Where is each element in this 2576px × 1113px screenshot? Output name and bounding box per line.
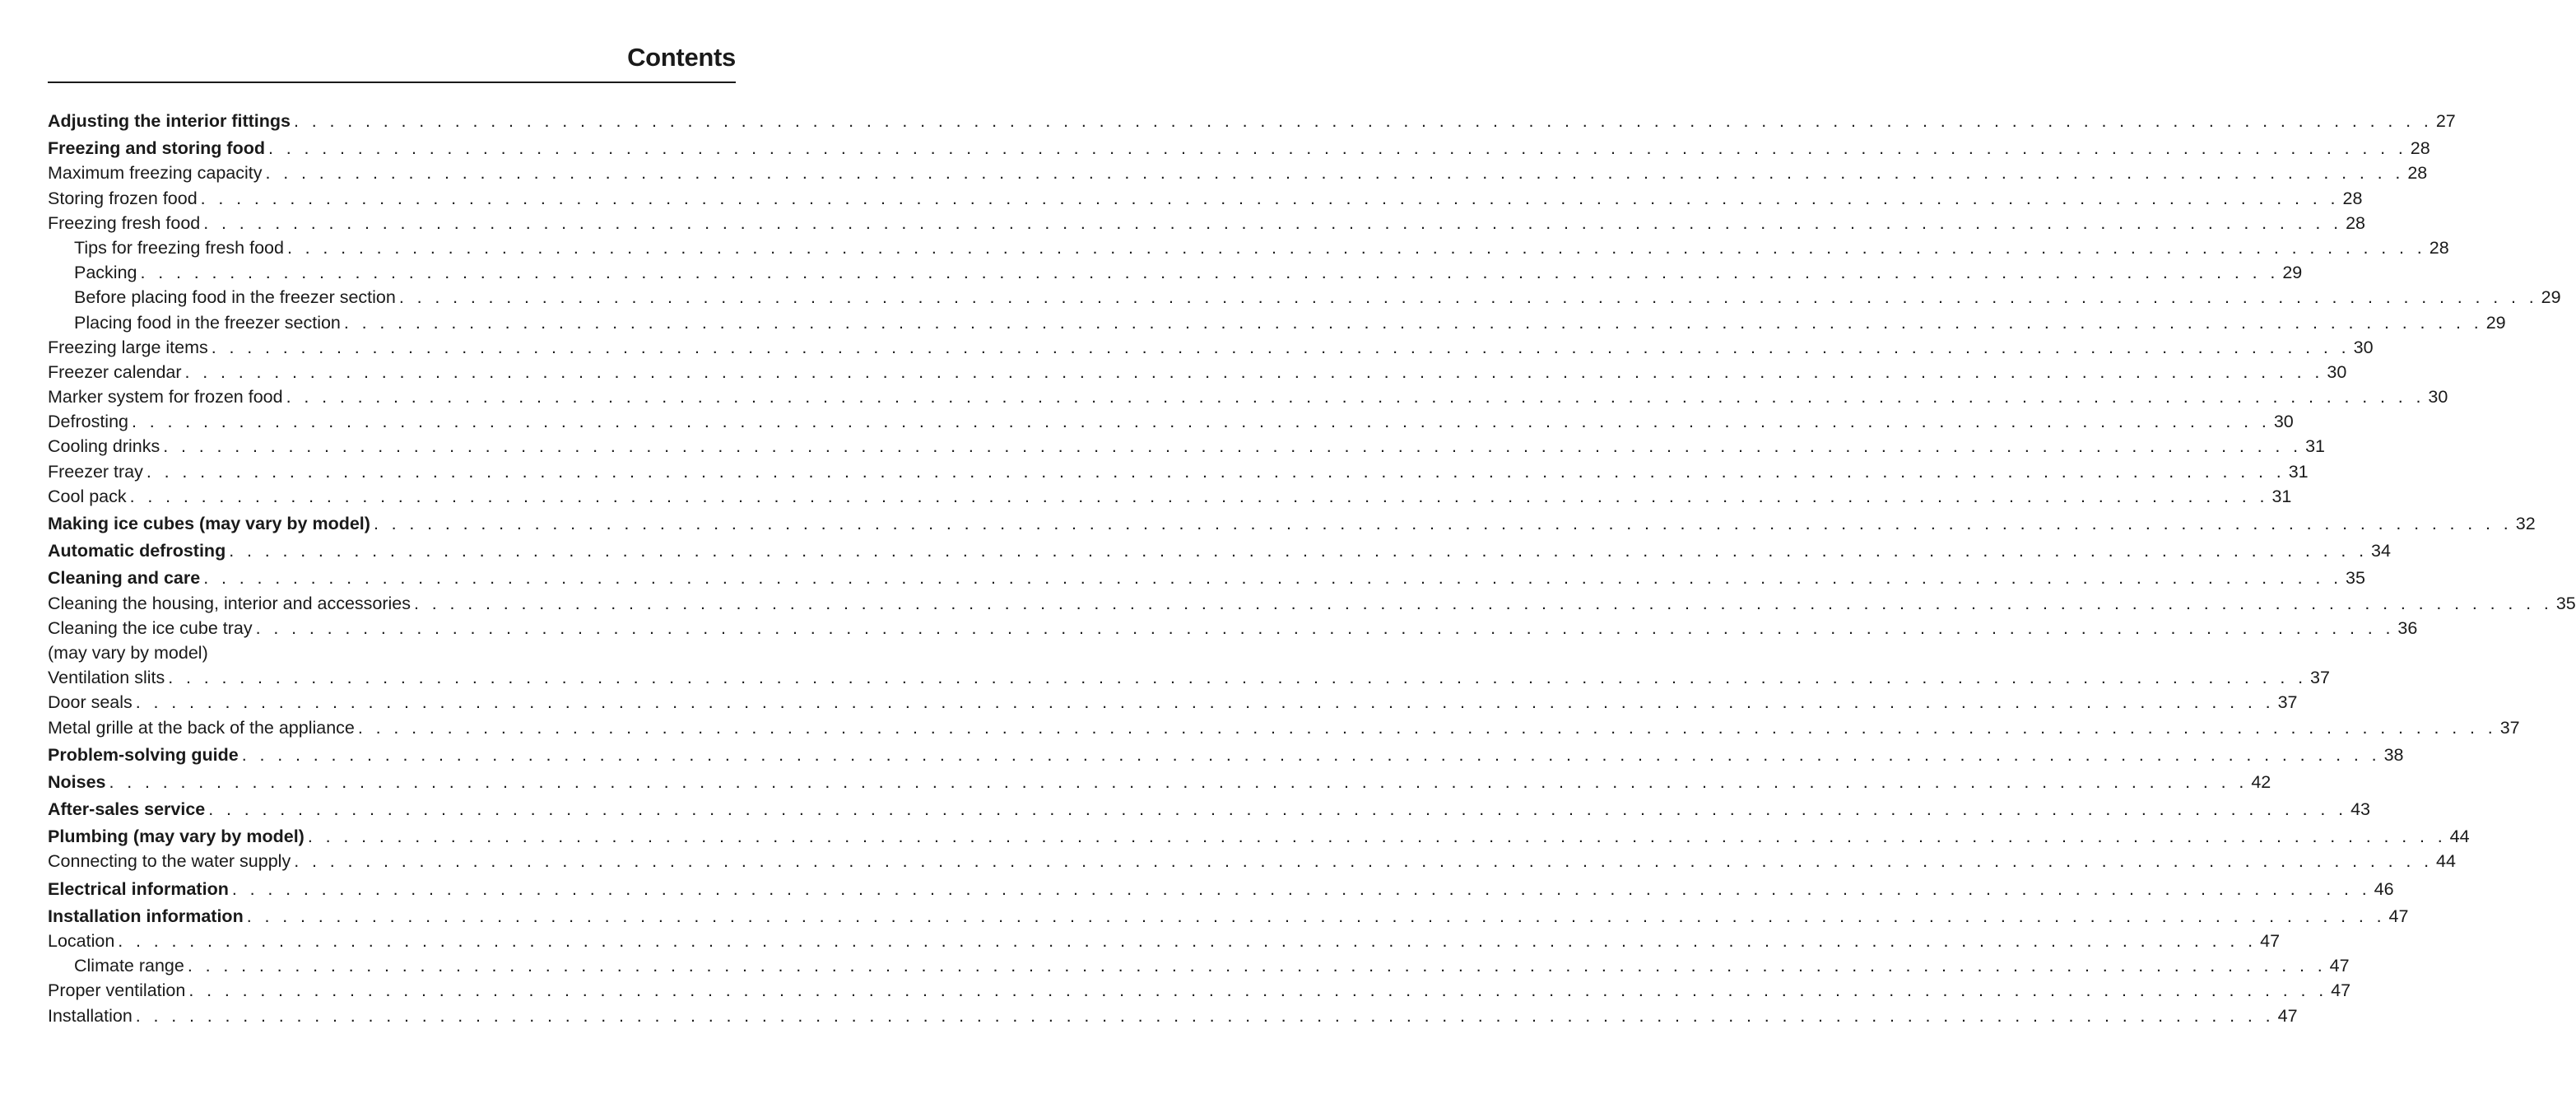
toc-entry[interactable]	[48, 1004, 2298, 1028]
toc-entry-title: Placing food in the freezer section	[74, 312, 341, 333]
dot-leader: . . . . . . . . . . . . . . . . . . . . . . . . . . . . . . . . . . . . . . . . . . . . . . . . . . . . . . . . . . . . . . . . . . . . . . . . . . . . . . . . . . . . . . . . . . . . . . . . . . . . . . . . . . . . . . . . . . . . . . . .	[118, 931, 2257, 952]
toc-entry[interactable]	[48, 434, 2325, 459]
dot-leader: . . . . . . . . . . . . . . . . . . . . . . . . . . . . . . . . . . . . . . . . . . . . . . . . . . . . . . . . . . . . . . . . . . . . . . . . . . . . . . . . . . . . . . . . . . . . . . . . . . . . . . . . . . . . . . . . . . . . . . . .	[286, 387, 2425, 407]
dot-leader: . . . . . . . . . . . . . . . . . . . . . . . . . . . . . . . . . . . . . . . . . . . . . . . . . . . . . . . . . . . . . . . . . . . . . . . . . . . . . . . . . . . . . . . . . . . . . . . . . . . . . . . . . . . . . . . . . . . . . . . .	[229, 541, 2368, 561]
toc-entry-title: Metal grille at the back of the appliance	[48, 717, 355, 738]
toc-entry-page-number: 47	[2388, 906, 2409, 926]
toc-entry[interactable]	[48, 824, 2470, 849]
toc-entry-title: Cleaning the ice cube tray (may vary by model)	[48, 617, 253, 663]
dot-leader: . . . . . . . . . . . . . . . . . . . . . . . . . . . . . . . . . . . . . . . . . . . . . . . . . . . . . . . . . . . . . . . . . . . . . . . . . . . . . . . . . . . . . . . . . . . . . . . . . . . . . . . . . . . . . . . . . . . . . . . .	[414, 593, 2553, 613]
toc-entry[interactable]	[48, 665, 2330, 690]
toc-entry-title: Cooling drinks	[48, 436, 160, 457]
toc-entry-title: Cleaning and care	[48, 568, 201, 589]
table-of-contents	[48, 106, 2576, 1028]
toc-entry[interactable]	[48, 484, 2292, 509]
toc-entry-title: Freezer tray	[48, 461, 143, 482]
dot-leader: . . . . . . . . . . . . . . . . . . . . . . . . . . . . . . . . . . . . . . . . . . . . . . . . . . . . . . . . . . . . . . . . . . . . . . . . . . . . . . . . . . . . . . . . . . . . . . . . . . . . . . . . . . . . . . . . . . . . . . . .	[255, 617, 2395, 638]
toc-entry-page-number: 30	[2273, 412, 2294, 432]
dot-leader: . . . . . . . . . . . . . . . . . . . . . . . . . . . . . . . . . . . . . . . . . . . . . . . . . . . . . . . . . . . . . . . . . . . . . . . . . . . . . . . . . . . . . . . . . . . . . . . . . . . . . . . . . . . . . . . . . . . . . . . .	[294, 111, 2433, 131]
toc-entry[interactable]	[48, 136, 2430, 161]
dot-leader: . . . . . . . . . . . . . . . . . . . . . . . . . . . . . . . . . . . . . . . . . . . . . . . . . . . . . . . . . . . . . . . . . . . . . . . . . . . . . . . . . . . . . . . . . . . . . . . . . . . . . . . . . . . . . . . . . . . . . . . .	[231, 878, 2371, 899]
toc-entry-title: Packing	[74, 263, 137, 283]
toc-entry-page-number: 30	[2428, 387, 2448, 407]
dot-leader: . . . . . . . . . . . . . . . . . . . . . . . . . . . . . . . . . . . . . . . . . . . . . . . . . . . . . . . . . . . . . . . . . . . . . . . . . . . . . . . . . . . . . . . . . . . . . . . . . . . . . . . . . . . . . . . . . . . . . . . .	[188, 980, 2328, 1001]
toc-entry[interactable]	[48, 904, 2409, 929]
toc-entry[interactable]	[48, 285, 2561, 310]
toc-entry-page-number: 31	[2288, 461, 2309, 482]
toc-entry[interactable]	[48, 235, 2449, 260]
toc-entry-page-number: 35	[2555, 593, 2576, 613]
toc-entry-title: Plumbing (may vary by model)	[48, 827, 305, 847]
dot-leader: . . . . . . . . . . . . . . . . . . . . . . . . . . . . . . . . . . . . . . . . . . . . . . . . . . . . . . . . . . . . . . . . . . . . . . . . . . . . . . . . . . . . . . . . . . . . . . . . . . . . . . . . . . . . . . . . . . . . . . . .	[168, 668, 2307, 688]
toc-entry[interactable]	[48, 310, 2506, 335]
toc-entry[interactable]	[48, 616, 2418, 665]
toc-entry[interactable]	[48, 360, 2347, 384]
dot-leader: . . . . . . . . . . . . . . . . . . . . . . . . . . . . . . . . . . . . . . . . . . . . . . . . . . . . . . . . . . . . . . . . . . . . . . . . . . . . . . . . . . . . . . . . . . . . . . . . . . . . . . . . . . . . . . . . . . . . . . . .	[294, 851, 2433, 872]
toc-entry[interactable]	[48, 849, 2456, 873]
toc-entry-title: Noises	[48, 771, 106, 792]
dot-leader: . . . . . . . . . . . . . . . . . . . . . . . . . . . . . . . . . . . . . . . . . . . . . . . . . . . . . . . . . . . . . . . . . . . . . . . . . . . . . . . . . . . . . . . . . . . . . . . . . . . . . . . . . . . . . . . . . . . . . . . .	[203, 212, 2342, 233]
toc-entry-title: Freezer calendar	[48, 361, 182, 382]
toc-entry-title: Proper ventilation	[48, 980, 186, 1001]
dot-leader: . . . . . . . . . . . . . . . . . . . . . . . . . . . . . . . . . . . . . . . . . . . . . . . . . . . . . . . . . . . . . . . . . . . . . . . . . . . . . . . . . . . . . . . . . . . . . . . . . . . . . . . . . . . . . . . . . . . . . . . .	[286, 237, 2426, 258]
toc-entry-title: Freezing large items	[48, 337, 208, 357]
toc-entry[interactable]	[48, 459, 2309, 484]
toc-entry-title: Ventilation slits	[48, 668, 165, 688]
toc-entry[interactable]	[48, 511, 2536, 536]
toc-entry-page-number: 44	[2436, 851, 2456, 872]
toc-entry-page-number: 27	[2435, 111, 2456, 131]
toc-entry-title: Connecting to the water supply	[48, 851, 291, 872]
toc-entry-page-number: 37	[2499, 717, 2520, 738]
toc-entry-title: Location	[48, 931, 115, 952]
toc-entry-page-number: 47	[2277, 1005, 2298, 1026]
dot-leader: . . . . . . . . . . . . . . . . . . . . . . . . . . . . . . . . . . . . . . . . . . . . . . . . . . . . . . . . . . . . . . . . . . . . . . . . . . . . . . . . . . . . . . . . . . . . . . . . . . . . . . . . . . . . . . . . . . . . . . . .	[343, 312, 2483, 333]
toc-entry-page-number: 29	[2282, 263, 2303, 283]
dot-leader: . . . . . . . . . . . . . . . . . . . . . . . . . . . . . . . . . . . . . . . . . . . . . . . . . . . . . . . . . . . . . . . . . . . . . . . . . . . . . . . . . . . . . . . . . . . . . . . . . . . . . . . . . . . . . . . . . . . . . . . .	[163, 436, 2302, 457]
toc-entry-page-number: 28	[2407, 163, 2428, 184]
dot-leader: . . . . . . . . . . . . . . . . . . . . . . . . . . . . . . . . . . . . . . . . . . . . . . . . . . . . . . . . . . . . . . . . . . . . . . . . . . . . . . . . . . . . . . . . . . . . . . . . . . . . . . . . . . . . . . . . . . . . . . . .	[135, 692, 2275, 713]
toc-entry-title: Defrosting	[48, 412, 128, 432]
toc-entry-title: Freezing fresh food	[48, 212, 201, 233]
dot-leader: . . . . . . . . . . . . . . . . . . . . . . . . . . . . . . . . . . . . . . . . . . . . . . . . . . . . . . . . . . . . . . . . . . . . . . . . . . . . . . . . . . . . . . . . . . . . . . . . . . . . . . . . . . . . . . . . . . . . . . . .	[398, 287, 2538, 308]
toc-entry-title: Installation information	[48, 906, 244, 926]
toc-entry[interactable]	[48, 409, 2294, 434]
dot-leader: . . . . . . . . . . . . . . . . . . . . . . . . . . . . . . . . . . . . . . . . . . . . . . . . . . . . . . . . . . . . . . . . . . . . . . . . . . . . . . . . . . . . . . . . . . . . . . . . . . . . . . . . . . . . . . . . . . . . . . . .	[140, 263, 2280, 283]
toc-entry-title: Automatic defrosting	[48, 541, 226, 561]
dot-leader: . . . . . . . . . . . . . . . . . . . . . . . . . . . . . . . . . . . . . . . . . . . . . . . . . . . . . . . . . . . . . . . . . . . . . . . . . . . . . . . . . . . . . . . . . . . . . . . . . . . . . . . . . . . . . . . . . . . . . . . .	[132, 412, 2271, 432]
dot-leader: . . . . . . . . . . . . . . . . . . . . . . . . . . . . . . . . . . . . . . . . . . . . . . . . . . . . . . . . . . . . . . . . . . . . . . . . . . . . . . . . . . . . . . . . . . . . . . . . . . . . . . . . . . . . . . . . . . . . . . . .	[307, 827, 2447, 847]
toc-entry-page-number: 47	[2331, 980, 2351, 1001]
toc-entry-title: Installation	[48, 1005, 133, 1026]
toc-entry-page-number: 43	[2350, 799, 2370, 820]
toc-entry-title: Storing frozen food	[48, 188, 198, 208]
toc-entry-page-number: 31	[2305, 436, 2325, 457]
toc-entry-title: Freezing and storing food	[48, 138, 265, 159]
toc-entry[interactable]	[48, 929, 2281, 953]
toc-entry-title: Cool pack	[48, 486, 127, 506]
dot-leader: . . . . . . . . . . . . . . . . . . . . . . . . . . . . . . . . . . . . . . . . . . . . . . . . . . . . . . . . . . . . . . . . . . . . . . . . . . . . . . . . . . . . . . . . . . . . . . . . . . . . . . . . . . . . . . . . . . . . . . . .	[211, 337, 2350, 357]
toc-entry-title: Electrical information	[48, 878, 229, 899]
toc-entry[interactable]	[48, 260, 2303, 285]
toc-entry-title: Climate range	[74, 956, 184, 976]
dot-leader: . . . . . . . . . . . . . . . . . . . . . . . . . . . . . . . . . . . . . . . . . . . . . . . . . . . . . . . . . . . . . . . . . . . . . . . . . . . . . . . . . . . . . . . . . . . . . . . . . . . . . . . . . . . . . . . . . . . . . . . .	[203, 568, 2342, 589]
toc-entry-page-number: 29	[2541, 287, 2561, 308]
dot-leader: . . . . . . . . . . . . . . . . . . . . . . . . . . . . . . . . . . . . . . . . . . . . . . . . . . . . . . . . . . . . . . . . . . . . . . . . . . . . . . . . . . . . . . . . . . . . . . . . . . . . . . . . . . . . . . . . . . . . . . . .	[146, 461, 2285, 482]
dot-leader: . . . . . . . . . . . . . . . . . . . . . . . . . . . . . . . . . . . . . . . . . . . . . . . . . . . . . . . . . . . . . . . . . . . . . . . . . . . . . . . . . . . . . . . . . . . . . . . . . . . . . . . . . . . . . . . . . . . . . . . .	[184, 361, 2324, 382]
toc-entry[interactable]	[48, 770, 2271, 794]
dot-leader: . . . . . . . . . . . . . . . . . . . . . . . . . . . . . . . . . . . . . . . . . . . . . . . . . . . . . . . . . . . . . . . . . . . . . . . . . . . . . . . . . . . . . . . . . . . . . . . . . . . . . . . . . . . . . . . . . . . . . . . .	[246, 906, 2386, 926]
toc-entry[interactable]	[48, 877, 2394, 901]
page-title: Contents	[627, 43, 736, 72]
toc-entry[interactable]	[48, 591, 2576, 616]
toc-entry-page-number: 47	[2260, 931, 2281, 952]
dot-leader: . . . . . . . . . . . . . . . . . . . . . . . . . . . . . . . . . . . . . . . . . . . . . . . . . . . . . . . . . . . . . . . . . . . . . . . . . . . . . . . . . . . . . . . . . . . . . . . . . . . . . . . . . . . . . . . . . . . . . . . .	[187, 956, 2327, 976]
toc-entry[interactable]	[48, 690, 2298, 715]
toc-entry-title: Problem-solving guide	[48, 744, 239, 765]
toc-entry-page-number: 47	[2329, 956, 2350, 976]
toc-entry[interactable]	[48, 953, 2350, 978]
toc-entry-page-number: 28	[2410, 138, 2430, 159]
toc-entry-page-number: 28	[2346, 212, 2365, 233]
toc-entry-title: Maximum freezing capacity	[48, 163, 263, 184]
dot-leader: . . . . . . . . . . . . . . . . . . . . . . . . . . . . . . . . . . . . . . . . . . . . . . . . . . . . . . . . . . . . . . . . . . . . . . . . . . . . . . . . . . . . . . . . . . . . . . . . . . . . . . . . . . . . . . . . . . . . . . . .	[200, 188, 2340, 208]
toc-entry[interactable]	[48, 384, 2448, 409]
toc-entry-page-number: 44	[2449, 827, 2470, 847]
title-divider	[48, 81, 736, 83]
toc-entry-title: After-sales service	[48, 799, 206, 820]
dot-leader: . . . . . . . . . . . . . . . . . . . . . . . . . . . . . . . . . . . . . . . . . . . . . . . . . . . . . . . . . . . . . . . . . . . . . . . . . . . . . . . . . . . . . . . . . . . . . . . . . . . . . . . . . . . . . . . . . . . . . . . .	[267, 138, 2407, 159]
toc-entry[interactable]	[48, 211, 2365, 235]
toc-entry[interactable]	[48, 335, 2374, 360]
toc-entry-title: Adjusting the interior fittings	[48, 111, 291, 131]
toc-entry-page-number: 28	[2342, 188, 2363, 208]
dot-leader: . . . . . . . . . . . . . . . . . . . . . . . . . . . . . . . . . . . . . . . . . . . . . . . . . . . . . . . . . . . . . . . . . . . . . . . . . . . . . . . . . . . . . . . . . . . . . . . . . . . . . . . . . . . . . . . . . . . . . . . .	[109, 771, 2248, 792]
dot-leader: . . . . . . . . . . . . . . . . . . . . . . . . . . . . . . . . . . . . . . . . . . . . . . . . . . . . . . . . . . . . . . . . . . . . . . . . . . . . . . . . . . . . . . . . . . . . . . . . . . . . . . . . . . . . . . . . . . . . . . . .	[373, 514, 2513, 533]
toc-entry-title: Door seals	[48, 692, 133, 713]
toc-entry-title: Cleaning the housing, interior and accessories	[48, 593, 412, 613]
dot-leader: . . . . . . . . . . . . . . . . . . . . . . . . . . . . . . . . . . . . . . . . . . . . . . . . . . . . . . . . . . . . . . . . . . . . . . . . . . . . . . . . . . . . . . . . . . . . . . . . . . . . . . . . . . . . . . . . . . . . . . . .	[129, 486, 2269, 506]
toc-entry[interactable]	[48, 978, 2351, 1003]
toc-entry[interactable]	[48, 538, 2391, 563]
toc-entry[interactable]	[48, 186, 2363, 211]
toc-entry-title: Marker system for frozen food	[48, 387, 283, 407]
dot-leader: . . . . . . . . . . . . . . . . . . . . . . . . . . . . . . . . . . . . . . . . . . . . . . . . . . . . . . . . . . . . . . . . . . . . . . . . . . . . . . . . . . . . . . . . . . . . . . . . . . . . . . . . . . . . . . . . . . . . . . . .	[241, 744, 2381, 765]
toc-entry-page-number: 31	[2271, 486, 2292, 506]
toc-entry[interactable]	[48, 743, 2404, 767]
toc-entry[interactable]	[48, 566, 2365, 590]
toc-entry[interactable]	[48, 715, 2520, 740]
toc-entry-page-number: 32	[2515, 514, 2536, 533]
toc-entry[interactable]	[48, 109, 2456, 133]
toc-entry-page-number: 37	[2310, 668, 2330, 688]
toc-entry-page-number: 30	[2353, 337, 2374, 357]
toc-entry-page-number: 29	[2485, 312, 2506, 333]
dot-leader: . . . . . . . . . . . . . . . . . . . . . . . . . . . . . . . . . . . . . . . . . . . . . . . . . . . . . . . . . . . . . . . . . . . . . . . . . . . . . . . . . . . . . . . . . . . . . . . . . . . . . . . . . . . . . . . . . . . . . . . .	[135, 1005, 2275, 1026]
dot-leader: . . . . . . . . . . . . . . . . . . . . . . . . . . . . . . . . . . . . . . . . . . . . . . . . . . . . . . . . . . . . . . . . . . . . . . . . . . . . . . . . . . . . . . . . . . . . . . . . . . . . . . . . . . . . . . . . . . . . . . . .	[357, 717, 2497, 738]
toc-entry-page-number: 30	[2327, 361, 2347, 382]
toc-entry[interactable]	[48, 161, 2428, 185]
toc-entry-title: Tips for freezing fresh food	[74, 237, 284, 258]
toc-entry-page-number: 34	[2371, 541, 2391, 561]
toc-entry-page-number: 37	[2277, 692, 2298, 713]
toc-entry-title: Making ice cubes (may vary by model)	[48, 514, 370, 533]
toc-entry-page-number: 36	[2397, 617, 2418, 638]
dot-leader: . . . . . . . . . . . . . . . . . . . . . . . . . . . . . . . . . . . . . . . . . . . . . . . . . . . . . . . . . . . . . . . . . . . . . . . . . . . . . . . . . . . . . . . . . . . . . . . . . . . . . . . . . . . . . . . . . . . . . . . .	[265, 163, 2405, 184]
toc-entry-page-number: 38	[2383, 744, 2404, 765]
toc-entry[interactable]	[48, 797, 2370, 822]
toc-entry-page-number: 46	[2374, 878, 2394, 899]
toc-entry-page-number: 28	[2429, 237, 2449, 258]
toc-entry-page-number: 35	[2346, 568, 2365, 589]
dot-leader: . . . . . . . . . . . . . . . . . . . . . . . . . . . . . . . . . . . . . . . . . . . . . . . . . . . . . . . . . . . . . . . . . . . . . . . . . . . . . . . . . . . . . . . . . . . . . . . . . . . . . . . . . . . . . . . . . . . . . . . .	[208, 799, 2347, 820]
toc-entry-title: Before placing food in the freezer section	[74, 287, 396, 308]
toc-entry-page-number: 42	[2251, 771, 2271, 792]
